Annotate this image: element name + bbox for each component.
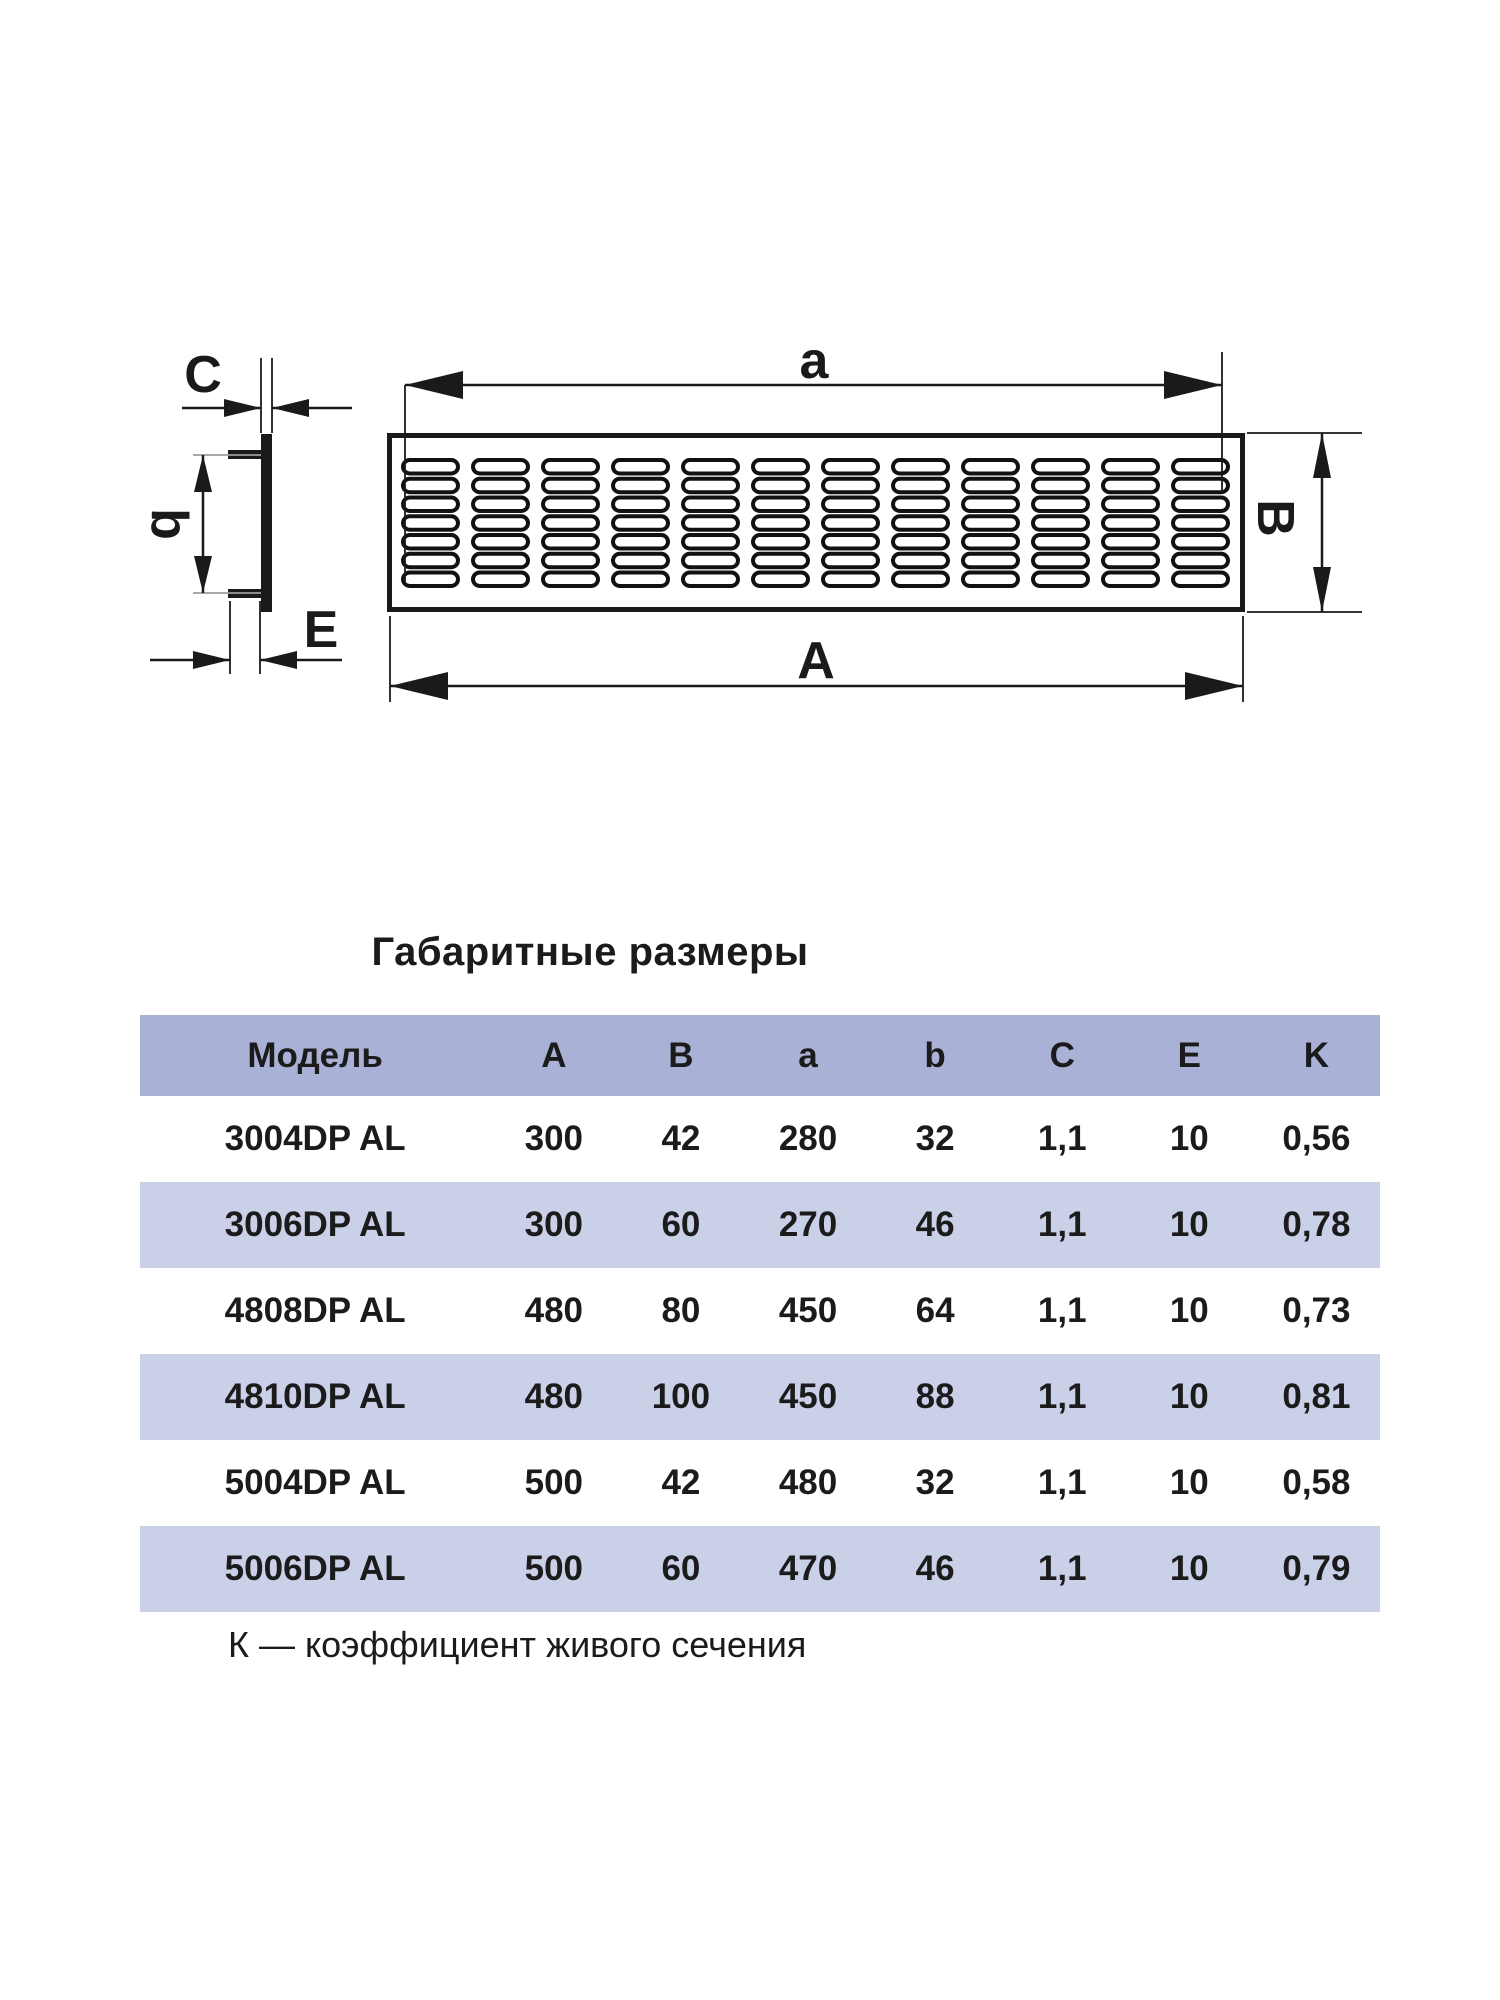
grille-slot [963, 554, 1018, 568]
grille-slot [823, 573, 878, 587]
grille-slot [1033, 516, 1088, 530]
grille-slot [683, 479, 738, 493]
dimension-e [150, 601, 342, 674]
dimension-b [140, 455, 261, 593]
grille-slot [543, 554, 598, 568]
arrowhead-right-icon [1185, 672, 1243, 700]
grille-slot [823, 516, 878, 530]
grille-slot [473, 516, 528, 530]
value-cell: 42 [661, 1463, 701, 1502]
value-cell: 280 [778, 1119, 838, 1158]
dimension-drawing [100, 240, 1400, 720]
grille-slot [683, 554, 738, 568]
grille-slot [613, 516, 668, 530]
column-header-K: K [1303, 1035, 1330, 1075]
value-cell: 1,1 [1037, 1377, 1087, 1416]
grille-slot [1173, 573, 1228, 587]
column-header-E: E [1177, 1035, 1201, 1075]
value-cell: 500 [524, 1549, 584, 1588]
grille-slot [1173, 535, 1228, 549]
value-cell: 470 [778, 1549, 838, 1588]
dim-label-a-outer: A [797, 632, 835, 690]
value-cell: 46 [915, 1549, 955, 1588]
value-cell: 0,81 [1282, 1377, 1351, 1416]
grille-slot [543, 535, 598, 549]
grille-slot [963, 479, 1018, 493]
table-row [140, 1268, 1380, 1354]
grille-slot [403, 498, 458, 512]
grille-slot [823, 535, 878, 549]
grille-slot [1173, 554, 1228, 568]
grille-slot [753, 516, 808, 530]
grille-slot [753, 554, 808, 568]
grille-slot [1033, 479, 1088, 493]
grille-slot [1173, 516, 1228, 530]
model-cell: 4808DP AL [224, 1291, 406, 1330]
grille-slot [1103, 554, 1158, 568]
table-row [140, 1096, 1380, 1182]
grille-slot [473, 573, 528, 587]
grille-slot [1033, 573, 1088, 587]
value-cell: 32 [915, 1463, 955, 1502]
profile-plate [261, 434, 272, 612]
value-cell: 64 [915, 1291, 955, 1330]
dim-label-b-outer: B [1246, 499, 1304, 537]
column-header-a: a [798, 1035, 818, 1075]
table-title: Габаритные размеры [371, 930, 809, 974]
value-cell: 0,58 [1282, 1463, 1351, 1502]
value-cell: 480 [524, 1377, 584, 1416]
arrowhead-right-icon [224, 399, 261, 417]
grille-slot [893, 460, 948, 474]
value-cell: 300 [524, 1205, 584, 1244]
grille-slot [403, 460, 458, 474]
grille-slot [473, 535, 528, 549]
table-row [140, 1440, 1380, 1526]
dimension-c [182, 346, 352, 433]
column-header-b: b [924, 1035, 946, 1075]
value-cell: 60 [661, 1549, 701, 1588]
grille-slot [1033, 460, 1088, 474]
grille-slot [1103, 479, 1158, 493]
value-cell: 10 [1169, 1377, 1209, 1416]
grille-slot [893, 554, 948, 568]
value-cell: 42 [661, 1119, 701, 1158]
column-header-A: A [541, 1035, 567, 1075]
value-cell: 0,73 [1282, 1291, 1351, 1330]
grille-slot [543, 573, 598, 587]
grille-slot [403, 554, 458, 568]
grille-slot [753, 573, 808, 587]
value-cell: 46 [915, 1205, 955, 1244]
arrowhead-left-icon [390, 672, 448, 700]
grille-slot [893, 498, 948, 512]
grille-slot [963, 573, 1018, 587]
arrowhead-left-icon [272, 399, 309, 417]
dim-label-b: b [140, 508, 198, 540]
table-row [140, 1526, 1380, 1612]
grille-slot [963, 460, 1018, 474]
grille-slot [473, 554, 528, 568]
grille-slot [823, 554, 878, 568]
grille-slot [613, 535, 668, 549]
table-row [140, 1354, 1380, 1440]
grille-slot [473, 460, 528, 474]
value-cell: 450 [778, 1291, 838, 1330]
grille-slot [543, 460, 598, 474]
column-header-B: B [668, 1035, 694, 1075]
arrowhead-down-icon [194, 556, 212, 593]
grille-slot [473, 498, 528, 512]
value-cell: 10 [1169, 1291, 1209, 1330]
column-header-C: C [1049, 1035, 1075, 1075]
grille-slot [893, 573, 948, 587]
grille-slot [963, 498, 1018, 512]
grille-slot [753, 498, 808, 512]
grille-slot [1103, 573, 1158, 587]
arrowhead-down-icon [1313, 567, 1331, 612]
grille-slot [683, 460, 738, 474]
arrowhead-left-icon [405, 371, 463, 399]
value-cell: 32 [915, 1119, 955, 1158]
value-cell: 60 [661, 1205, 701, 1244]
model-cell: 5006DP AL [224, 1549, 406, 1588]
column-header-Модель: Модель [247, 1035, 383, 1075]
table-footnote: К — коэффициент живого сечения [228, 1624, 807, 1665]
grille-slot [1103, 498, 1158, 512]
grille-slot [1173, 498, 1228, 512]
grille-slot [543, 516, 598, 530]
grille-slot [683, 516, 738, 530]
grille-slot [403, 479, 458, 493]
grille-slot [1033, 554, 1088, 568]
grille-slot [613, 479, 668, 493]
grille-slot [613, 554, 668, 568]
grille-slot [403, 535, 458, 549]
grille-slot [823, 460, 878, 474]
grille-slot [1033, 535, 1088, 549]
grille-slot [753, 460, 808, 474]
table-header-row [140, 1015, 1380, 1096]
grille-slot [613, 573, 668, 587]
value-cell: 480 [778, 1463, 838, 1502]
value-cell: 0,56 [1282, 1119, 1351, 1158]
table-row [140, 1182, 1380, 1268]
value-cell: 450 [778, 1377, 838, 1416]
dim-label-a: a [799, 332, 829, 390]
dim-label-c: C [184, 346, 222, 404]
grille-slot [823, 479, 878, 493]
grille-slot [683, 498, 738, 512]
value-cell: 0,79 [1282, 1549, 1351, 1588]
grille-slot [613, 498, 668, 512]
value-cell: 1,1 [1037, 1291, 1087, 1330]
value-cell: 0,78 [1282, 1205, 1351, 1244]
dimension-a-outer [390, 616, 1243, 702]
value-cell: 1,1 [1037, 1463, 1087, 1502]
value-cell: 10 [1169, 1119, 1209, 1158]
model-cell: 3004DP AL [224, 1119, 406, 1158]
arrowhead-up-icon [194, 455, 212, 492]
grille-slot [893, 516, 948, 530]
arrowhead-left-icon [260, 651, 297, 669]
grille-slot [683, 573, 738, 587]
grille-slot [543, 479, 598, 493]
grille-slot [473, 479, 528, 493]
grille-slot [1173, 479, 1228, 493]
grille-slot [613, 460, 668, 474]
value-cell: 300 [524, 1119, 584, 1158]
grille-slot [403, 573, 458, 587]
front-view [390, 436, 1243, 610]
value-cell: 10 [1169, 1463, 1209, 1502]
model-cell: 3006DP AL [224, 1205, 406, 1244]
dimension-b-outer [1246, 433, 1362, 612]
dimensions-table [140, 1015, 1380, 1612]
value-cell: 1,1 [1037, 1549, 1087, 1588]
arrowhead-right-icon [193, 651, 230, 669]
grille-slot [893, 479, 948, 493]
arrowhead-up-icon [1313, 433, 1331, 478]
value-cell: 80 [661, 1291, 701, 1330]
grille-slot [753, 479, 808, 493]
grille-slot [823, 498, 878, 512]
grille-slot [1173, 460, 1228, 474]
grille-slot [1103, 535, 1158, 549]
grille-slot [403, 516, 458, 530]
model-cell: 4810DP AL [224, 1377, 406, 1416]
grille-slot [543, 498, 598, 512]
value-cell: 100 [651, 1377, 711, 1416]
grille-slot [1103, 460, 1158, 474]
value-cell: 88 [915, 1377, 955, 1416]
value-cell: 1,1 [1037, 1119, 1087, 1158]
grille-slot [683, 535, 738, 549]
grille-slot [963, 516, 1018, 530]
value-cell: 500 [524, 1463, 584, 1502]
value-cell: 10 [1169, 1205, 1209, 1244]
grille-slot [893, 535, 948, 549]
side-view [228, 434, 272, 612]
value-cell: 10 [1169, 1549, 1209, 1588]
grille-slot [1033, 498, 1088, 512]
grille-slot [1103, 516, 1158, 530]
dim-label-e: E [303, 601, 339, 659]
value-cell: 480 [524, 1291, 584, 1330]
value-cell: 1,1 [1037, 1205, 1087, 1244]
grille-slot [963, 535, 1018, 549]
model-cell: 5004DP AL [224, 1463, 406, 1502]
arrowhead-right-icon [1164, 371, 1222, 399]
grille-slot [753, 535, 808, 549]
value-cell: 270 [778, 1205, 838, 1244]
